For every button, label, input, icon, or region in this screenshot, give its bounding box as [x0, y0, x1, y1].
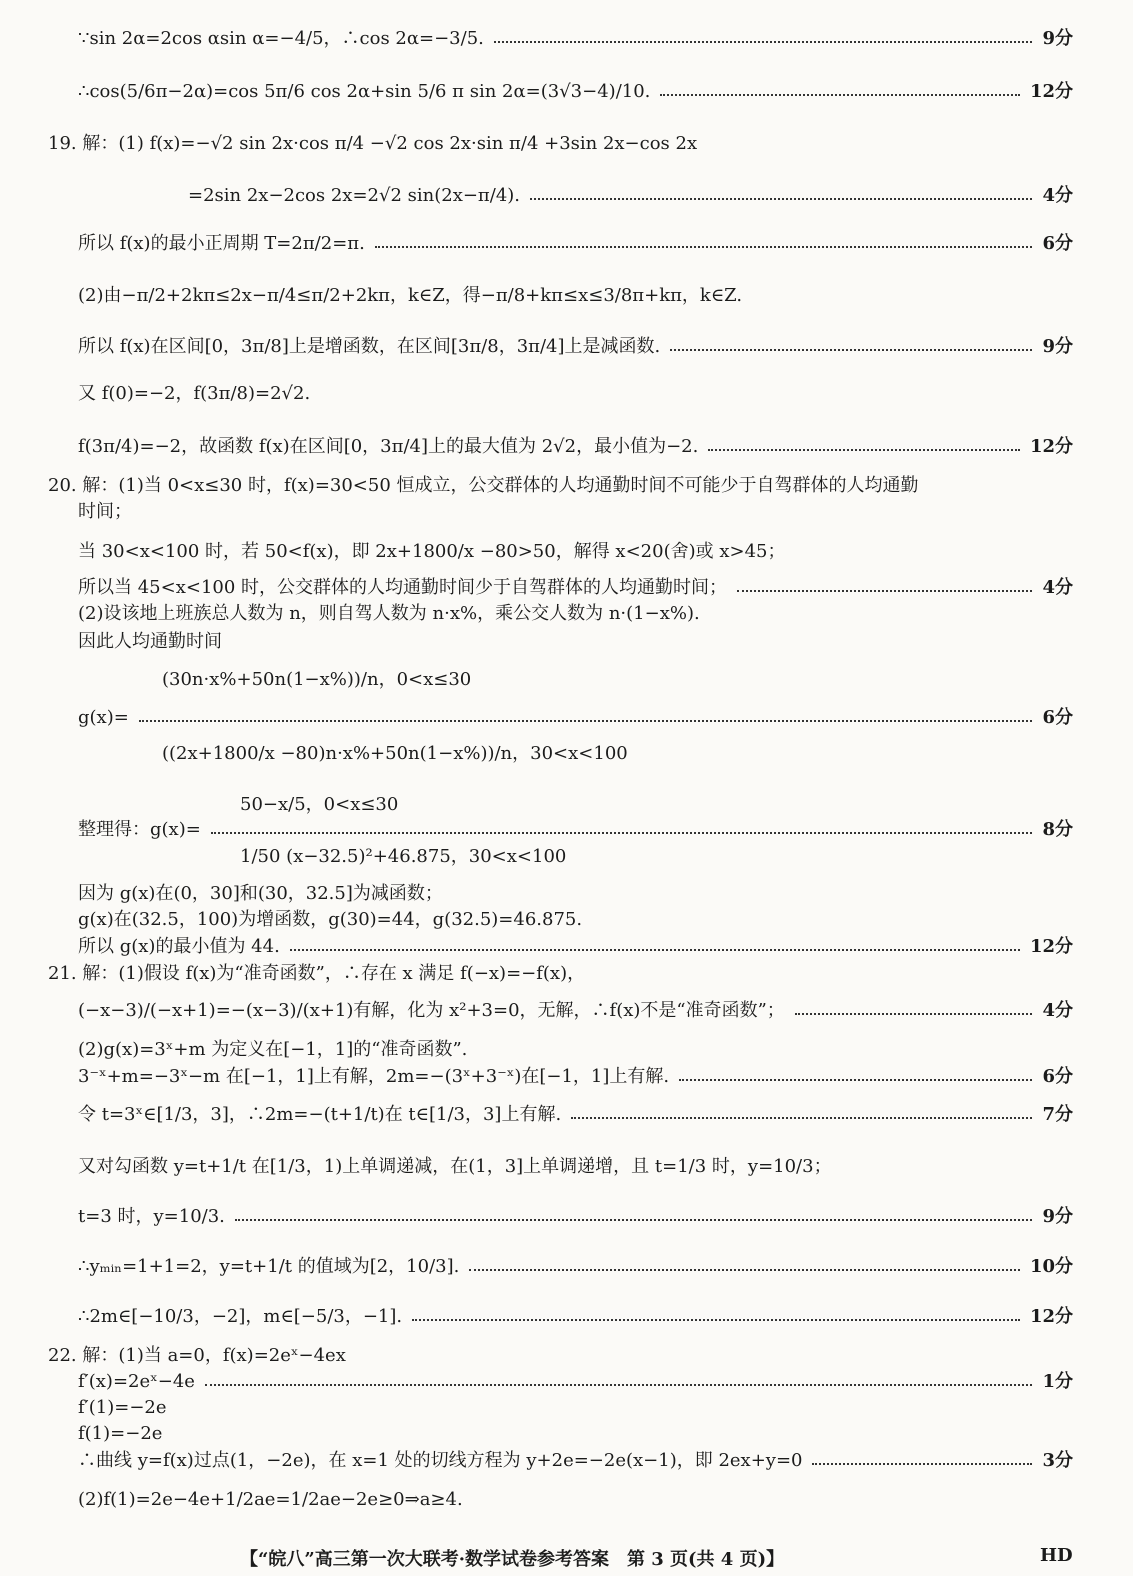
answer-text: 又 f(0)=−2，f(3π/8)=2√2. [78, 383, 311, 404]
answer-line [162, 742, 1073, 766]
answer-text: g(x)= [78, 707, 129, 728]
answer-text: 令 t=3ˣ∈[1/3，3]，∴2m=−(t+1/t)在 t∈[1/3，3]上有解. [78, 1104, 562, 1125]
answer-line [78, 80, 1073, 104]
score-label: 4分 [1042, 185, 1073, 206]
score-label: 6分 [1042, 1066, 1073, 1087]
dot-leader [737, 590, 1032, 592]
answer-text: (2)f(1)=2e−4e+1/2ae=1/2ae−2e≥0⇒a≥4. [78, 1489, 463, 1510]
score-label: 9分 [1042, 28, 1073, 49]
answer-line [78, 540, 1073, 564]
answer-text: ∴cos(5/6π−2α)=cos 5π/6 cos 2α+sin 5/6 π sin 2α=(3√3−4)/10. [78, 81, 651, 102]
score-label: 9分 [1042, 336, 1073, 357]
answer-line [78, 818, 1073, 842]
answer-text: 因为 g(x)在(0，30]和(30，32.5]为减函数； [78, 883, 443, 904]
dot-leader [290, 949, 1020, 951]
answer-line [78, 1449, 1073, 1473]
dot-leader [412, 1319, 1020, 1321]
answer-line [78, 882, 1073, 906]
answer-line [78, 1205, 1073, 1229]
answer-line [78, 1305, 1073, 1329]
dot-leader [660, 94, 1020, 96]
footer-code: HD [1040, 1545, 1073, 1566]
dot-leader [795, 1013, 1033, 1015]
answer-line [78, 1065, 1073, 1089]
answer-line [78, 1488, 1073, 1512]
score-label: 4分 [1042, 1000, 1073, 1021]
answer-text: (−x−3)/(−x+1)=−(x−3)/(x+1)有解，化为 x²+3=0，无解，∴f(x)不是“准奇函数”； [78, 1000, 785, 1021]
answer-line [240, 793, 1073, 817]
answer-line [78, 576, 1073, 600]
page-footer: 【“皖八”高三第一次大联考·数学试卷参考答案 第 3 页(共 4 页)】 [240, 1549, 785, 1570]
answer-text: f(3π/4)=−2，故函数 f(x)在区间[0，3π/4]上的最大值为 2√2，最小值为−2. [78, 436, 699, 457]
answer-line [78, 284, 1073, 308]
answer-text: 因此人均通勤时间 [78, 631, 222, 652]
answer-line [78, 630, 1073, 654]
dot-leader [571, 1117, 1032, 1119]
answer-text: (2)由−π/2+2kπ≤2x−π/4≤π/2+2kπ，k∈Z，得−π/8+kπ≤x≤3/8π+kπ，k∈Z. [78, 285, 743, 306]
dot-leader [812, 1463, 1032, 1465]
answer-line [78, 935, 1073, 959]
answer-line [48, 1344, 1073, 1368]
answer-line [78, 500, 1073, 524]
answer-text: 时间； [78, 501, 132, 522]
answer-text: ((2x+1800/x −80)n·x%+50n(1−x%))/n，30<x<100 [162, 743, 628, 764]
dot-leader [708, 449, 1020, 451]
dot-leader [679, 1079, 1032, 1081]
answer-line [78, 27, 1073, 51]
dot-leader [211, 832, 1033, 834]
score-label: 10分 [1029, 1256, 1073, 1277]
answer-line [78, 232, 1073, 256]
score-label: 8分 [1042, 819, 1073, 840]
answer-text: 1/50 (x−32.5)²+46.875，30<x<100 [240, 846, 567, 867]
answer-text: 所以 f(x)的最小正周期 T=2π/2=π. [78, 233, 365, 254]
answer-line [78, 335, 1073, 359]
answer-text: (30n·x%+50n(1−x%))/n，0<x≤30 [162, 669, 472, 690]
dot-leader [375, 246, 1033, 248]
answer-line [78, 706, 1073, 730]
answer-text: g(x)在(32.5，100)为增函数，g(30)=44，g(32.5)=46.875. [78, 909, 583, 930]
score-label: 1分 [1042, 1371, 1073, 1392]
answer-text: 3⁻ˣ+m=−3ˣ−m 在[−1，1]上有解，2m=−(3ˣ+3⁻ˣ)在[−1，1]上有解. [78, 1066, 670, 1087]
answer-line [78, 1422, 1073, 1446]
dot-leader [530, 198, 1032, 200]
answer-line [78, 1396, 1073, 1420]
answer-line [78, 382, 1073, 406]
answer-line [162, 668, 1073, 692]
score-label: 9分 [1042, 1206, 1073, 1227]
answer-text: (2)g(x)=3ˣ+m 为定义在[−1，1]的“准奇函数”. [78, 1039, 468, 1060]
answer-line [48, 962, 1073, 986]
dot-leader [205, 1384, 1033, 1386]
score-label: 6分 [1042, 707, 1073, 728]
answer-line [48, 132, 1073, 156]
answer-text: ∴yₘᵢₙ=1+1=2，y=t+1/t 的值域为[2，10/3]. [78, 1256, 460, 1277]
score-label: 12分 [1029, 436, 1073, 457]
answer-text: 当 30<x<100 时，若 50<f(x)，即 2x+1800/x −80>50，解得 x<20(舍)或 x>45； [78, 541, 786, 562]
answer-text: 所以 f(x)在区间[0，3π/8]上是增函数，在区间[3π/8，3π/4]上是减函数. [78, 336, 661, 357]
answer-text: 21. 解：(1)假设 f(x)为“准奇函数”，∴存在 x 满足 f(−x)=−f(x)， [48, 963, 586, 984]
answer-line [188, 184, 1073, 208]
score-label: 6分 [1042, 233, 1073, 254]
answer-text: 整理得：g(x)= [78, 819, 201, 840]
answer-line [78, 435, 1073, 459]
answer-line [78, 999, 1073, 1023]
answer-text: t=3 时，y=10/3. [78, 1206, 225, 1227]
answer-text: 又对勾函数 y=t+1/t 在[1/3，1)上单调递减，在(1，3]上单调递增，且 t=1/3 时，y=10/3； [78, 1156, 832, 1177]
dot-leader [235, 1219, 1033, 1221]
answer-text: ∵sin 2α=2cos αsin α=−4/5，∴cos 2α=−3/5. [78, 28, 484, 49]
dot-leader [139, 720, 1033, 722]
answer-line [78, 1370, 1073, 1394]
answer-text: 所以当 45<x<100 时，公交群体的人均通勤时间少于自驾群体的人均通勤时间； [78, 577, 728, 598]
dot-leader [670, 349, 1032, 351]
score-label: 4分 [1042, 577, 1073, 598]
answer-text: f′(x)=2eˣ−4e [78, 1371, 195, 1392]
answer-text: 所以 g(x)的最小值为 44. [78, 936, 280, 957]
score-label: 12分 [1029, 936, 1073, 957]
score-label: 12分 [1029, 1306, 1073, 1327]
answer-text: 19. 解：(1) f(x)=−√2 sin 2x·cos π/4 −√2 cos 2x·sin π/4 +3sin 2x−cos 2x [48, 133, 698, 154]
answer-line [78, 602, 1073, 626]
answer-text: f(1)=−2e [78, 1423, 163, 1444]
answer-line [78, 1103, 1073, 1127]
answer-text: =2sin 2x−2cos 2x=2√2 sin(2x−π/4). [188, 185, 521, 206]
answer-text: 22. 解：(1)当 a=0，f(x)=2eˣ−4ex [48, 1345, 346, 1366]
score-label: 12分 [1029, 81, 1073, 102]
answer-text: 50−x/5，0<x≤30 [240, 794, 399, 815]
answer-line [240, 845, 1073, 869]
answer-line [78, 908, 1073, 932]
answer-line [78, 1038, 1073, 1062]
score-label: 3分 [1042, 1450, 1073, 1471]
dot-leader [494, 41, 1033, 43]
answer-text: 20. 解：(1)当 0<x≤30 时，f(x)=30<50 恒成立，公交群体的人均通勤时间不可能少于自驾群体的人均通勤 [48, 475, 919, 496]
score-label: 7分 [1042, 1104, 1073, 1125]
answer-text: ∴曲线 y=f(x)过点(1，−2e)，在 x=1 处的切线方程为 y+2e=−2e(x−1)，即 2ex+y=0 [78, 1450, 803, 1471]
answer-text: f′(1)=−2e [78, 1397, 167, 1418]
answer-line [78, 1155, 1073, 1179]
answer-text: ∴2m∈[−10/3，−2]，m∈[−5/3，−1]. [78, 1306, 403, 1327]
answer-line [78, 1255, 1073, 1279]
answer-line [48, 474, 1073, 498]
dot-leader [469, 1269, 1020, 1271]
answer-text: (2)设该地上班族总人数为 n，则自驾人数为 n·x%，乘公交人数为 n·(1−x%). [78, 603, 700, 624]
